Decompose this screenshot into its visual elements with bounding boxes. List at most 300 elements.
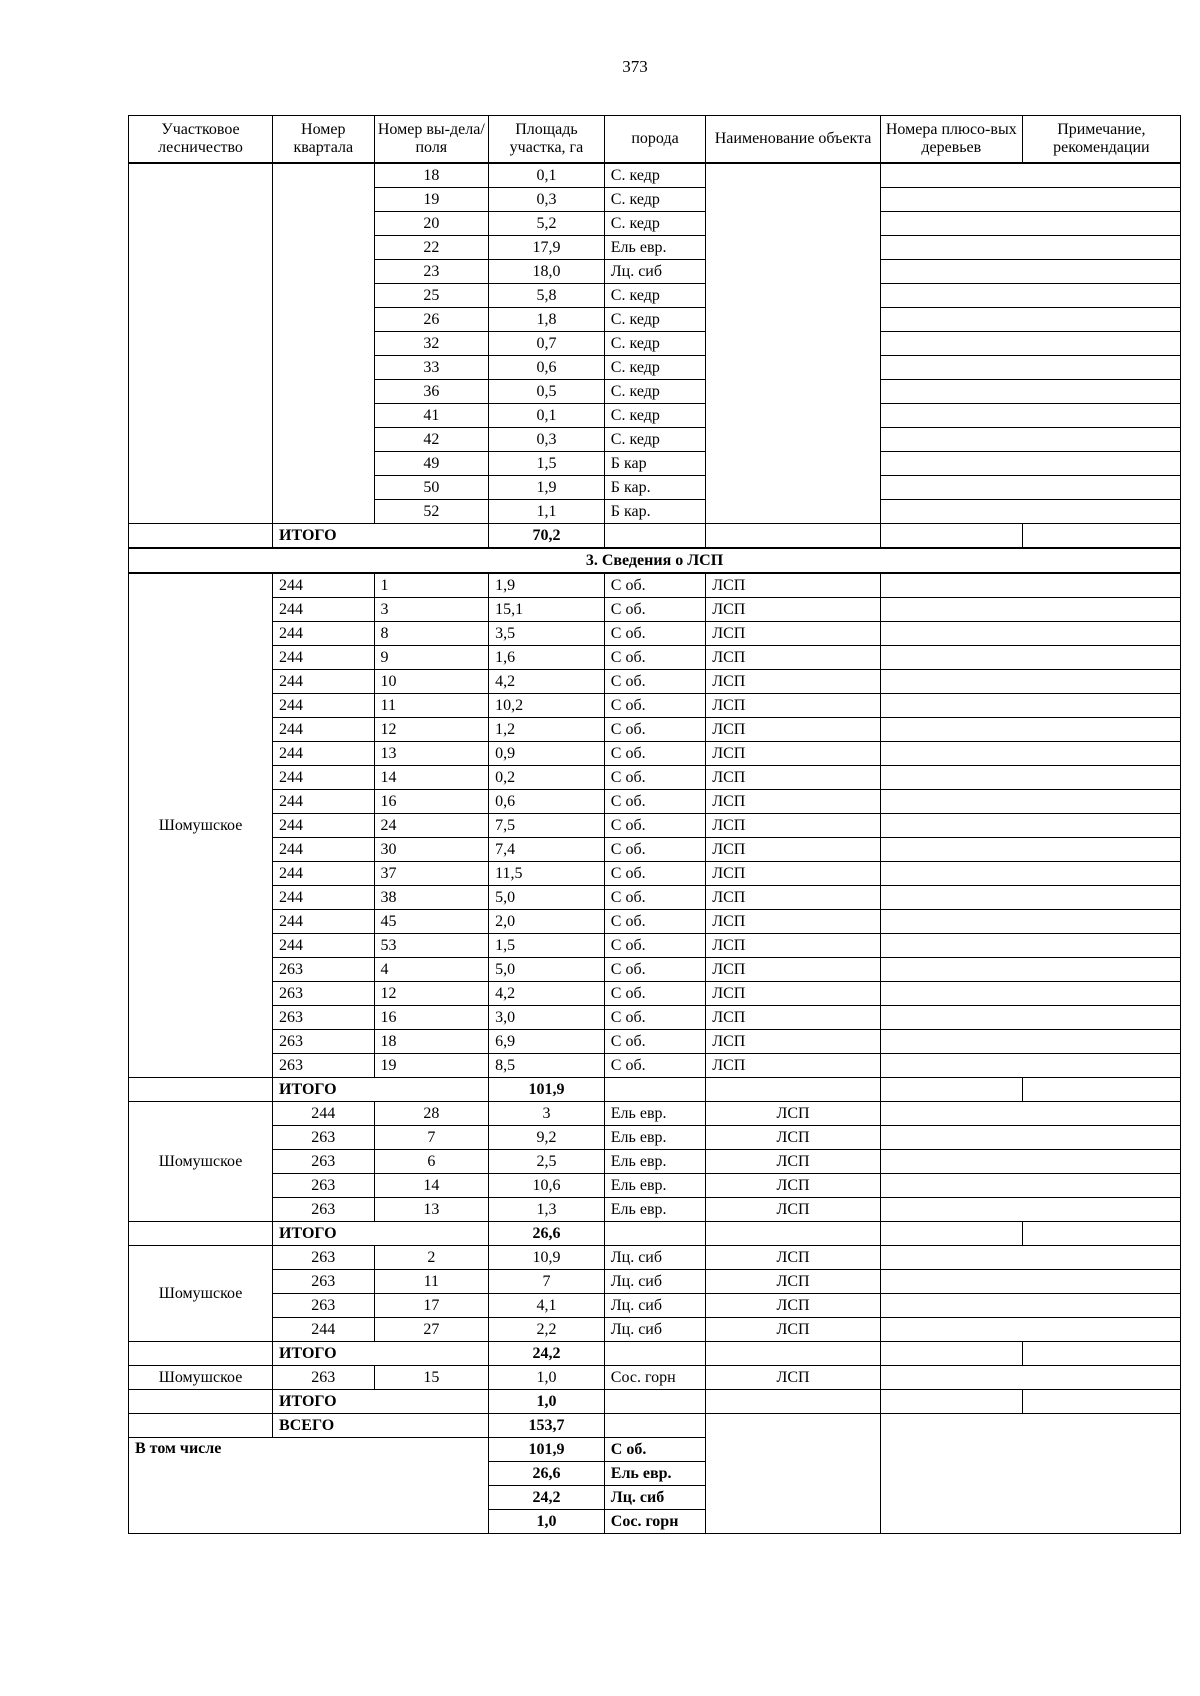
table-row <box>129 934 1181 958</box>
object-cell: ЛСП <box>706 790 881 814</box>
table-row <box>129 1318 1181 1342</box>
grand-plus-empty <box>880 1414 1180 1534</box>
table-row <box>129 1270 1181 1294</box>
area-cell: 1,0 <box>489 1366 605 1390</box>
quarter-cell: 263 <box>273 1270 374 1294</box>
area-cell: 10,6 <box>489 1174 605 1198</box>
plus-trees-cell <box>880 1198 1180 1222</box>
plus-trees-cell <box>880 838 1180 862</box>
table-row <box>129 982 1181 1006</box>
species-cell: С об. <box>604 814 705 838</box>
total-species-empty <box>604 1222 705 1246</box>
species-cell: С. кедр <box>604 163 705 188</box>
species-cell: С. кедр <box>604 404 705 428</box>
species-cell: С. кедр <box>604 380 705 404</box>
table-row <box>129 1198 1181 1222</box>
species-cell: Ель евр. <box>604 1198 705 1222</box>
vydel-cell: 18 <box>374 163 489 188</box>
species-cell: Ель евр. <box>604 1126 705 1150</box>
total-empty <box>129 1222 273 1246</box>
breakdown-area: 1,0 <box>489 1510 605 1534</box>
vydel-cell: 33 <box>374 356 489 380</box>
quarter-cell: 263 <box>273 1150 374 1174</box>
plus-trees-cell <box>880 598 1180 622</box>
plus-trees-cell <box>880 284 1180 308</box>
vydel-cell: 13 <box>374 1198 489 1222</box>
total-plus-empty <box>880 1342 1022 1366</box>
area-cell: 5,2 <box>489 212 605 236</box>
plus-trees-cell <box>880 742 1180 766</box>
plus-trees-cell <box>880 694 1180 718</box>
object-cell: ЛСП <box>706 1174 881 1198</box>
area-cell: 10,2 <box>489 694 605 718</box>
header-plus-trees: Номера плюсо-вых деревьев <box>880 116 1022 164</box>
total-notes-empty <box>1022 1390 1180 1414</box>
plus-trees-cell <box>880 212 1180 236</box>
object-cell: ЛСП <box>706 622 881 646</box>
forest-table <box>128 115 1181 1534</box>
breakdown-area: 26,6 <box>489 1462 605 1486</box>
vydel-cell: 20 <box>374 212 489 236</box>
plus-trees-cell <box>880 356 1180 380</box>
grand-object-empty <box>706 1414 881 1534</box>
quarter-cell: 244 <box>273 718 374 742</box>
total-species-empty <box>604 524 705 549</box>
total-empty <box>129 1414 273 1438</box>
area-cell: 5,0 <box>489 886 605 910</box>
vydel-cell: 7 <box>374 1126 489 1150</box>
table-row <box>129 1126 1181 1150</box>
area-cell: 3,0 <box>489 1006 605 1030</box>
total-row <box>129 1222 1181 1246</box>
species-cell: Лц. сиб <box>604 1294 705 1318</box>
species-cell: Ель евр. <box>604 236 705 260</box>
quarter-cell: 244 <box>273 670 374 694</box>
species-cell: Лц. сиб <box>604 1270 705 1294</box>
vydel-cell: 14 <box>374 1174 489 1198</box>
table-row <box>129 718 1181 742</box>
plus-trees-cell <box>880 790 1180 814</box>
table-row <box>129 958 1181 982</box>
total-species-empty <box>604 1342 705 1366</box>
vydel-cell: 17 <box>374 1294 489 1318</box>
total-empty <box>129 1342 273 1366</box>
quarter-cell: 244 <box>273 790 374 814</box>
table-row <box>129 670 1181 694</box>
plus-trees-cell <box>880 910 1180 934</box>
forestry-cell: Шомушское <box>129 1246 273 1342</box>
header-quarter: Номер квартала <box>273 116 374 164</box>
species-cell: С. кедр <box>604 212 705 236</box>
grand-total-label: ВСЕГО <box>273 1414 489 1438</box>
total-notes-empty <box>1022 524 1180 549</box>
quarter-cell: 263 <box>273 1030 374 1054</box>
including-label: В том числе <box>129 1438 489 1534</box>
plus-trees-cell <box>880 163 1180 188</box>
area-cell: 10,9 <box>489 1246 605 1270</box>
vydel-cell: 19 <box>374 188 489 212</box>
plus-trees-cell <box>880 1126 1180 1150</box>
vydel-cell: 3 <box>374 598 489 622</box>
quarter-cell <box>273 163 374 524</box>
species-cell: С об. <box>604 910 705 934</box>
quarter-cell: 263 <box>273 982 374 1006</box>
quarter-cell: 244 <box>273 838 374 862</box>
quarter-cell: 263 <box>273 1198 374 1222</box>
quarter-cell: 244 <box>273 862 374 886</box>
object-cell: ЛСП <box>706 886 881 910</box>
vydel-cell: 38 <box>374 886 489 910</box>
species-cell: Б кар. <box>604 500 705 524</box>
object-cell: ЛСП <box>706 1294 881 1318</box>
object-cell: ЛСП <box>706 910 881 934</box>
quarter-cell: 244 <box>273 573 374 598</box>
area-cell: 0,7 <box>489 332 605 356</box>
table-row <box>129 1174 1181 1198</box>
total-row <box>129 1342 1181 1366</box>
object-cell: ЛСП <box>706 838 881 862</box>
total-label: ИТОГО <box>273 1342 489 1366</box>
object-cell: ЛСП <box>706 766 881 790</box>
plus-trees-cell <box>880 862 1180 886</box>
section-title: 3. Сведения о ЛСП <box>129 548 1181 573</box>
plus-trees-cell <box>880 1318 1180 1342</box>
plus-trees-cell <box>880 1150 1180 1174</box>
vydel-cell: 37 <box>374 862 489 886</box>
plus-trees-cell <box>880 766 1180 790</box>
area-cell: 0,3 <box>489 428 605 452</box>
table-row <box>129 766 1181 790</box>
header-species: порода <box>604 116 705 164</box>
table-row <box>129 573 1181 598</box>
species-cell: С. кедр <box>604 284 705 308</box>
area-cell: 17,9 <box>489 236 605 260</box>
plus-trees-cell <box>880 886 1180 910</box>
object-cell: ЛСП <box>706 934 881 958</box>
species-cell: Б кар. <box>604 476 705 500</box>
total-row <box>129 1390 1181 1414</box>
object-cell: ЛСП <box>706 718 881 742</box>
area-cell: 1,1 <box>489 500 605 524</box>
plus-trees-cell <box>880 1102 1180 1126</box>
area-cell: 1,8 <box>489 308 605 332</box>
area-cell: 4,2 <box>489 670 605 694</box>
quarter-cell: 244 <box>273 886 374 910</box>
area-cell: 8,5 <box>489 1054 605 1078</box>
species-cell: С. кедр <box>604 332 705 356</box>
quarter-cell: 244 <box>273 1102 374 1126</box>
total-area: 26,6 <box>489 1222 605 1246</box>
table-row <box>129 1054 1181 1078</box>
quarter-cell: 244 <box>273 814 374 838</box>
plus-trees-cell <box>880 622 1180 646</box>
plus-trees-cell <box>880 670 1180 694</box>
area-cell: 7,4 <box>489 838 605 862</box>
object-cell: ЛСП <box>706 1102 881 1126</box>
area-cell: 2,5 <box>489 1150 605 1174</box>
object-cell: ЛСП <box>706 958 881 982</box>
grand-total-row <box>129 1414 1181 1438</box>
grand-total-area: 153,7 <box>489 1414 605 1438</box>
object-cell: ЛСП <box>706 814 881 838</box>
species-cell: С. кедр <box>604 428 705 452</box>
total-row <box>129 524 1181 549</box>
object-cell: ЛСП <box>706 1150 881 1174</box>
vydel-cell: 53 <box>374 934 489 958</box>
table-row <box>129 598 1181 622</box>
object-cell: ЛСП <box>706 694 881 718</box>
species-cell: С об. <box>604 1030 705 1054</box>
species-cell: С. кедр <box>604 308 705 332</box>
plus-trees-cell <box>880 260 1180 284</box>
area-cell: 15,1 <box>489 598 605 622</box>
plus-trees-cell <box>880 1030 1180 1054</box>
vydel-cell: 15 <box>374 1366 489 1390</box>
object-cell: ЛСП <box>706 1006 881 1030</box>
total-notes-empty <box>1022 1078 1180 1102</box>
table-row <box>129 886 1181 910</box>
area-cell: 0,6 <box>489 356 605 380</box>
table-row <box>129 694 1181 718</box>
quarter-cell: 244 <box>273 742 374 766</box>
object-cell: ЛСП <box>706 670 881 694</box>
total-plus-empty <box>880 1078 1022 1102</box>
object-cell: ЛСП <box>706 1270 881 1294</box>
total-label: ИТОГО <box>273 524 489 549</box>
area-cell: 1,6 <box>489 646 605 670</box>
vydel-cell: 12 <box>374 718 489 742</box>
area-cell: 3 <box>489 1102 605 1126</box>
quarter-cell: 244 <box>273 622 374 646</box>
header-notes: Примечание, рекомендации <box>1022 116 1180 164</box>
quarter-cell: 244 <box>273 934 374 958</box>
total-area: 101,9 <box>489 1078 605 1102</box>
vydel-cell: 13 <box>374 742 489 766</box>
quarter-cell: 244 <box>273 766 374 790</box>
header-area: Площадь участка, га <box>489 116 605 164</box>
total-object-empty <box>706 1222 881 1246</box>
species-cell: С об. <box>604 838 705 862</box>
total-object-empty <box>706 1078 881 1102</box>
total-label: ИТОГО <box>273 1390 489 1414</box>
vydel-cell: 2 <box>374 1246 489 1270</box>
table-row <box>129 163 1181 188</box>
header-object: Наименование объекта <box>706 116 881 164</box>
total-empty <box>129 1390 273 1414</box>
vydel-cell: 1 <box>374 573 489 598</box>
vydel-cell: 52 <box>374 500 489 524</box>
total-species-empty <box>604 1390 705 1414</box>
area-cell: 5,0 <box>489 958 605 982</box>
area-cell: 1,9 <box>489 573 605 598</box>
table-row <box>129 910 1181 934</box>
section-row <box>129 548 1181 573</box>
breakdown-species: Лц. сиб <box>604 1486 705 1510</box>
object-cell: ЛСП <box>706 862 881 886</box>
vydel-cell: 50 <box>374 476 489 500</box>
total-species-empty <box>604 1078 705 1102</box>
species-cell: С об. <box>604 622 705 646</box>
table-row <box>129 1102 1181 1126</box>
area-cell: 0,3 <box>489 188 605 212</box>
object-cell: ЛСП <box>706 1030 881 1054</box>
table-row <box>129 838 1181 862</box>
species-cell: Лц. сиб <box>604 1318 705 1342</box>
species-cell: С об. <box>604 646 705 670</box>
plus-trees-cell <box>880 814 1180 838</box>
quarter-cell: 263 <box>273 1294 374 1318</box>
quarter-cell: 244 <box>273 598 374 622</box>
table-row <box>129 1294 1181 1318</box>
area-cell: 4,2 <box>489 982 605 1006</box>
species-cell: Лц. сиб <box>604 260 705 284</box>
quarter-cell: 244 <box>273 1318 374 1342</box>
species-cell: Ель евр. <box>604 1150 705 1174</box>
vydel-cell: 30 <box>374 838 489 862</box>
forestry-cell: Шомушское <box>129 1102 273 1222</box>
species-cell: С. кедр <box>604 188 705 212</box>
total-label: ИТОГО <box>273 1222 489 1246</box>
plus-trees-cell <box>880 1246 1180 1270</box>
area-cell: 2,2 <box>489 1318 605 1342</box>
plus-trees-cell <box>880 646 1180 670</box>
plus-trees-cell <box>880 476 1180 500</box>
vydel-cell: 36 <box>374 380 489 404</box>
vydel-cell: 9 <box>374 646 489 670</box>
total-notes-empty <box>1022 1342 1180 1366</box>
vydel-cell: 12 <box>374 982 489 1006</box>
plus-trees-cell <box>880 404 1180 428</box>
breakdown-area: 101,9 <box>489 1438 605 1462</box>
vydel-cell: 8 <box>374 622 489 646</box>
object-cell: ЛСП <box>706 1126 881 1150</box>
plus-trees-cell <box>880 1366 1180 1390</box>
breakdown-species: Сос. горн <box>604 1510 705 1534</box>
total-object-empty <box>706 1342 881 1366</box>
plus-trees-cell <box>880 1054 1180 1078</box>
vydel-cell: 27 <box>374 1318 489 1342</box>
species-cell: Б кар <box>604 452 705 476</box>
species-cell: С об. <box>604 886 705 910</box>
species-cell: Ель евр. <box>604 1174 705 1198</box>
plus-trees-cell <box>880 1270 1180 1294</box>
area-cell: 1,5 <box>489 452 605 476</box>
species-cell: Лц. сиб <box>604 1246 705 1270</box>
species-cell: С об. <box>604 790 705 814</box>
plus-trees-cell <box>880 332 1180 356</box>
species-cell: С. кедр <box>604 356 705 380</box>
vydel-cell: 49 <box>374 452 489 476</box>
total-plus-empty <box>880 1222 1022 1246</box>
total-notes-empty <box>1022 1222 1180 1246</box>
header-forestry: Участковое лесничество <box>129 116 273 164</box>
plus-trees-cell <box>880 308 1180 332</box>
species-cell: С об. <box>604 598 705 622</box>
quarter-cell: 263 <box>273 1246 374 1270</box>
plus-trees-cell <box>880 452 1180 476</box>
plus-trees-cell <box>880 1174 1180 1198</box>
vydel-cell: 45 <box>374 910 489 934</box>
species-cell: Сос. горн <box>604 1366 705 1390</box>
table-row <box>129 862 1181 886</box>
species-cell: С об. <box>604 1006 705 1030</box>
vydel-cell: 11 <box>374 1270 489 1294</box>
species-cell: С об. <box>604 742 705 766</box>
area-cell: 11,5 <box>489 862 605 886</box>
species-cell: С об. <box>604 766 705 790</box>
species-cell: С об. <box>604 670 705 694</box>
area-cell: 4,1 <box>489 1294 605 1318</box>
object-cell: ЛСП <box>706 646 881 670</box>
breakdown-species: Ель евр. <box>604 1462 705 1486</box>
plus-trees-cell <box>880 718 1180 742</box>
header-row <box>129 116 1181 164</box>
quarter-cell: 244 <box>273 646 374 670</box>
total-empty <box>129 1078 273 1102</box>
area-cell: 1,2 <box>489 718 605 742</box>
total-area: 1,0 <box>489 1390 605 1414</box>
object-cell: ЛСП <box>706 1318 881 1342</box>
quarter-cell: 263 <box>273 1126 374 1150</box>
quarter-cell: 263 <box>273 958 374 982</box>
species-cell: С об. <box>604 958 705 982</box>
species-cell: С об. <box>604 982 705 1006</box>
area-cell: 1,9 <box>489 476 605 500</box>
vydel-cell: 32 <box>374 332 489 356</box>
plus-trees-cell <box>880 982 1180 1006</box>
area-cell: 0,1 <box>489 404 605 428</box>
forestry-cell: Шомушское <box>129 1366 273 1390</box>
vydel-cell: 11 <box>374 694 489 718</box>
species-cell: Ель евр. <box>604 1102 705 1126</box>
species-cell: С об. <box>604 718 705 742</box>
area-cell: 0,5 <box>489 380 605 404</box>
table-row <box>129 1030 1181 1054</box>
plus-trees-cell <box>880 500 1180 524</box>
table-row <box>129 814 1181 838</box>
total-plus-empty <box>880 1390 1022 1414</box>
total-area: 24,2 <box>489 1342 605 1366</box>
area-cell: 6,9 <box>489 1030 605 1054</box>
table-row <box>129 742 1181 766</box>
plus-trees-cell <box>880 236 1180 260</box>
vydel-cell: 14 <box>374 766 489 790</box>
grand-species-empty <box>604 1414 705 1438</box>
vydel-cell: 10 <box>374 670 489 694</box>
object-cell: ЛСП <box>706 1198 881 1222</box>
object-cell: ЛСП <box>706 982 881 1006</box>
breakdown-area: 24,2 <box>489 1486 605 1510</box>
header-vydel: Номер вы-дела/ поля <box>374 116 489 164</box>
species-cell: С об. <box>604 862 705 886</box>
area-cell: 0,1 <box>489 163 605 188</box>
area-cell: 18,0 <box>489 260 605 284</box>
quarter-cell: 263 <box>273 1054 374 1078</box>
area-cell: 1,5 <box>489 934 605 958</box>
area-cell: 7 <box>489 1270 605 1294</box>
quarter-cell: 263 <box>273 1006 374 1030</box>
vydel-cell: 18 <box>374 1030 489 1054</box>
vydel-cell: 25 <box>374 284 489 308</box>
species-cell: С об. <box>604 573 705 598</box>
total-row <box>129 1078 1181 1102</box>
area-cell: 7,5 <box>489 814 605 838</box>
vydel-cell: 23 <box>374 260 489 284</box>
vydel-cell: 6 <box>374 1150 489 1174</box>
plus-trees-cell <box>880 1294 1180 1318</box>
area-cell: 1,3 <box>489 1198 605 1222</box>
total-area: 70,2 <box>489 524 605 549</box>
